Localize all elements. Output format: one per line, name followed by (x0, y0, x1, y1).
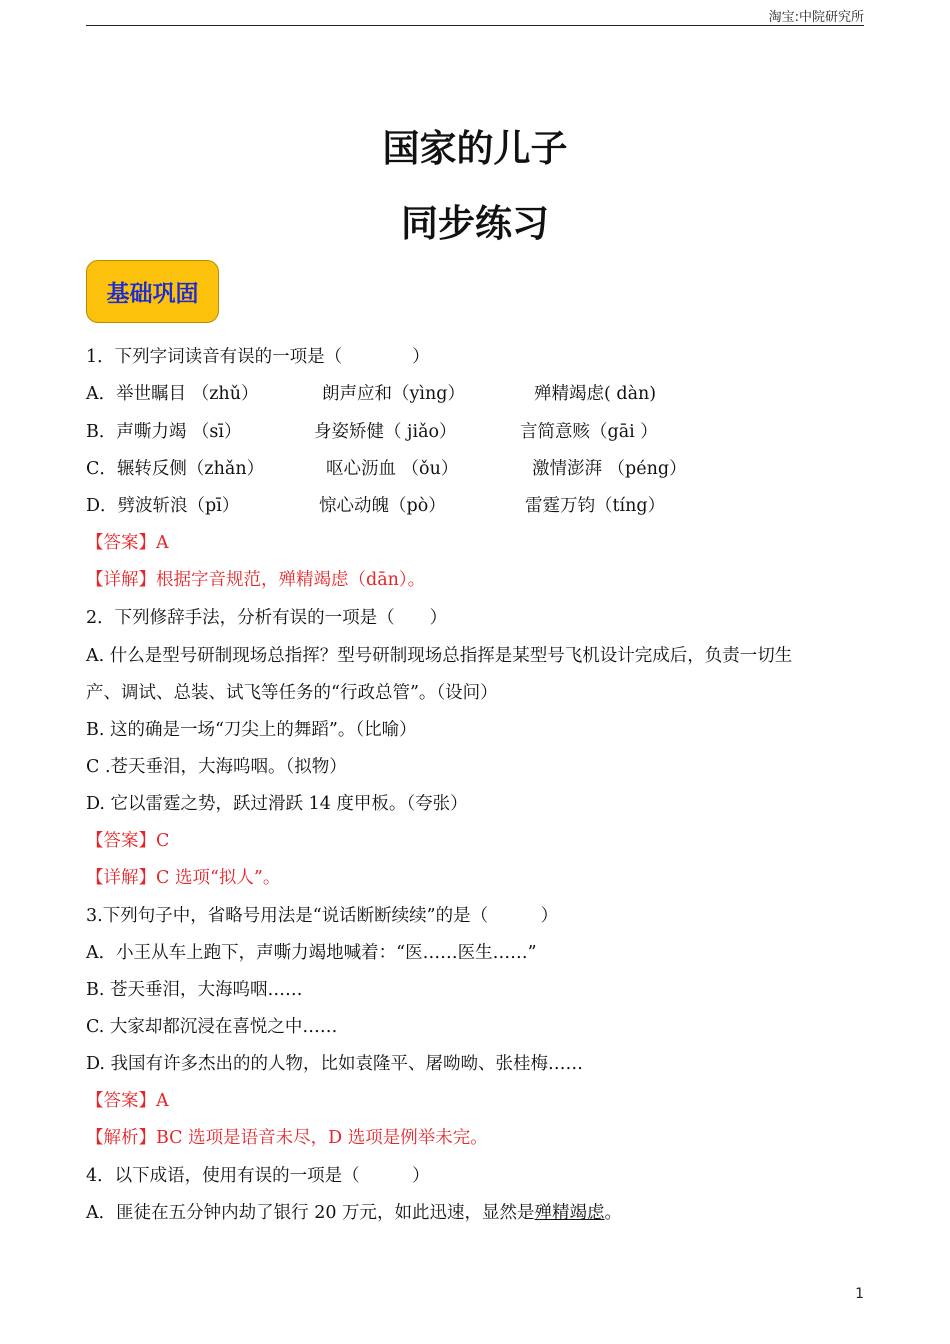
q1-d-item-1: D．劈波斩浪（pī） (86, 496, 240, 516)
q1-answer: 【答案】A (86, 533, 169, 553)
header-rule (86, 25, 864, 26)
q1-b-item-2: 身姿矫健（ jiǎo） (314, 422, 457, 442)
q4-a-end: 。 (604, 1203, 623, 1223)
document-subtitle: 同步练习 (401, 202, 549, 245)
q1-a-item-3: 殚精竭虑( dàn) (534, 384, 657, 404)
q1-option-c (86, 461, 687, 479)
q2-explanation: 【详解】C 选项“拟人”。 (86, 868, 281, 888)
q3-option-d: D. 我国有许多杰出的的人物，比如袁隆平、屠呦呦、张桂梅…… (86, 1054, 584, 1074)
q3-explanation: 【解析】BC 选项是语音未尽，D 选项是例举未完。 (86, 1128, 488, 1148)
q2-option-c: C .苍天垂泪，大海呜咽。（拟物） (86, 757, 347, 777)
q1-c-item-3: 激情澎湃 （péng） (532, 459, 687, 479)
page-number: 1 (855, 1286, 864, 1302)
q4-option-a (86, 1205, 622, 1223)
q1-d-item-3: 雷霆万钧（tíng） (525, 496, 666, 516)
q4-stem: 4．以下成语，使用有误的一项是（ ） (86, 1166, 430, 1186)
q2-stem: 2．下列修辞手法，分析有误的一项是（ ） (86, 608, 448, 628)
q4-a-underlined-idiom: 殚精竭虑 (534, 1203, 605, 1223)
q1-option-d (86, 498, 665, 516)
section-badge-label: 基础巩固 (106, 281, 199, 307)
q2-option-a-line2: 产、调试、总装、试飞等任务的“行政总管”。（设问） (86, 683, 498, 703)
q3-stem: 3.下列句子中，省略号用法是“说话断断续续”的是（ ） (86, 906, 559, 926)
q1-a-item-2: 朗声应和（yìng） (322, 384, 465, 404)
q3-option-a: A．小王从车上跑下，声嘶力竭地喊着：“医……医生……” (86, 943, 537, 963)
q1-option-a (86, 386, 656, 404)
q3-answer: 【答案】A (86, 1091, 169, 1111)
section-badge (86, 260, 219, 323)
q2-option-d: D. 它以雷霆之势，跃过滑跃 14 度甲板。（夸张） (86, 794, 468, 814)
q1-stem: 1．下列字词读音有误的一项是（ ） (86, 347, 430, 367)
q3-option-b: B. 苍天垂泪，大海呜咽…… (86, 980, 303, 1000)
q3-option-c: C. 大家却都沉浸在喜悦之中…… (86, 1017, 338, 1037)
q1-c-item-2: 呕心沥血 （ǒu） (326, 459, 459, 479)
q1-d-item-2: 惊心动魄（pò） (319, 496, 446, 516)
q4-a-text: A．匪徒在五分钟内劫了银行 20 万元，如此迅速，显然是 (86, 1203, 535, 1223)
q1-c-item-1: C．辗转反侧（zhǎn） (86, 459, 265, 479)
q1-explanation: 【详解】根据字音规范，殚精竭虑（dān）。 (86, 570, 426, 590)
q1-b-item-3: 言简意赅（gāi ） (520, 422, 658, 442)
q2-option-a-line1: A. 什么是型号研制现场总指挥？型号研制现场总指挥是某型号飞机设计完成后，负责一切生 (86, 646, 793, 666)
q2-answer: 【答案】C (86, 831, 170, 851)
q1-option-b (86, 424, 658, 442)
q1-a-item-1: A．举世瞩目 （zhǔ） (86, 384, 259, 404)
header-source-label: 淘宝:中院研究所 (768, 10, 864, 25)
q2-option-b: B. 这的确是一场“刀尖上的舞蹈”。（比喻） (86, 720, 417, 740)
q1-b-item-1: B．声嘶力竭 （sī） (86, 422, 242, 442)
document-title: 国家的儿子 (382, 127, 568, 170)
